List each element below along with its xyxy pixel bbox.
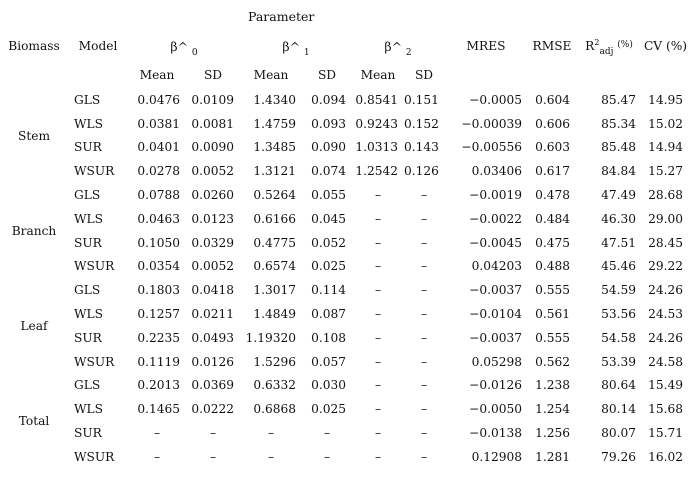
r2adj-cell: 80.14	[601, 402, 636, 417]
b0-sd-cell: 0.0052	[191, 164, 234, 179]
header-rmse: RMSE	[532, 39, 572, 53]
b2-mean-cell: 1.2542	[355, 164, 398, 179]
b0-sd-cell: 0.0126	[191, 354, 234, 369]
b2-sd-cell: 0.152	[404, 116, 439, 131]
b1-sd-cell: 0.025	[311, 402, 346, 417]
rmse-cell: 0.555	[535, 330, 570, 345]
b1-sd-cell: 0.087	[311, 307, 346, 322]
r2adj-cell: 85.34	[601, 116, 636, 131]
r2-subscript: adj	[599, 47, 614, 57]
b0-sd-cell: 0.0369	[191, 378, 234, 393]
table-row	[0, 255, 689, 279]
beta2-symbol: β^	[384, 38, 403, 54]
b2-sd-cell: –	[420, 378, 428, 393]
cv-cell: 24.26	[648, 330, 683, 345]
header-r2adj	[576, 30, 642, 62]
mres-cell: −0.00039	[461, 116, 522, 131]
b1-mean-cell: 1.4759	[253, 116, 296, 131]
cv-cell: 15.49	[648, 378, 683, 393]
b0-mean-cell: 0.2235	[137, 330, 180, 345]
b2-mean-cell: –	[374, 211, 382, 226]
b1-sd-cell: 0.090	[311, 140, 346, 155]
rmse-cell: 1.281	[535, 449, 570, 464]
cv-cell: 15.71	[648, 426, 683, 441]
b1-mean-cell: 1.4340	[253, 92, 296, 107]
model-cell: WSUR	[74, 449, 115, 464]
r2adj-cell: 80.07	[601, 426, 636, 441]
model-cell: GLS	[74, 92, 101, 107]
cv-cell: 15.27	[648, 164, 683, 179]
b2-sd-cell: 0.151	[404, 92, 439, 107]
b0-mean-cell: 0.0381	[137, 116, 180, 131]
r2adj-cell: 84.84	[601, 164, 636, 179]
table-row	[0, 278, 689, 302]
header-beta2	[352, 30, 444, 62]
b2-mean-cell: –	[374, 259, 382, 274]
b1-mean-cell: –	[267, 426, 275, 441]
b2-mean-cell: –	[374, 378, 382, 393]
b2-mean-cell: –	[374, 235, 382, 250]
table-row	[0, 302, 689, 326]
mres-cell: −0.0037	[469, 283, 522, 298]
b0-sd-cell: 0.0493	[191, 330, 234, 345]
r2adj-cell: 85.48	[601, 140, 636, 155]
b1-mean-cell: 1.4849	[253, 307, 296, 322]
header-cv: CV (%)	[643, 39, 688, 53]
mres-cell: −0.0126	[469, 378, 522, 393]
header-mres: MRES	[466, 39, 506, 53]
model-cell: SUR	[74, 426, 102, 441]
mres-cell: −0.0005	[469, 92, 522, 107]
model-cell: WLS	[74, 116, 103, 131]
b2-sd-cell: –	[420, 354, 428, 369]
b0-mean-cell: 0.0401	[137, 140, 180, 155]
rmse-cell: 0.488	[535, 259, 570, 274]
b2-mean-cell: –	[374, 330, 382, 345]
b0-sd-cell: 0.0260	[191, 188, 234, 203]
table-row	[0, 397, 689, 421]
b1-mean-cell: 0.6332	[253, 378, 296, 393]
parameter-title: Parameter	[248, 9, 315, 24]
b2-mean-cell: –	[374, 354, 382, 369]
cv-cell: 14.95	[648, 92, 683, 107]
b1-sd-cell: 0.093	[311, 116, 346, 131]
biomass-label: Stem	[17, 128, 51, 143]
b1-mean-cell: –	[267, 449, 275, 464]
cv-cell: 28.68	[648, 188, 683, 203]
cv-cell: 24.53	[648, 307, 683, 322]
b0-mean-cell: 0.0463	[137, 211, 180, 226]
b2-mean-cell: –	[374, 283, 382, 298]
b2-mean-cell: 0.8541	[355, 92, 398, 107]
b2-sd-cell: –	[420, 307, 428, 322]
mres-cell: −0.0104	[469, 307, 522, 322]
mres-cell: −0.00556	[461, 140, 522, 155]
b1-mean-cell: 1.3017	[253, 283, 296, 298]
b0-mean-cell: 0.0476	[137, 92, 180, 107]
rmse-cell: 0.604	[535, 92, 570, 107]
table-row	[0, 374, 689, 398]
b0-sd-cell: 0.0052	[191, 259, 234, 274]
b1-mean-cell: 0.4775	[253, 235, 296, 250]
b0-mean-cell: 0.0278	[137, 164, 180, 179]
cv-cell: 15.02	[648, 116, 683, 131]
b1-sd-cell: –	[323, 426, 331, 441]
b0-mean-cell: 0.1119	[137, 354, 180, 369]
table-row	[0, 421, 689, 445]
b1-sd-cell: 0.055	[311, 188, 346, 203]
mres-cell: 0.04203	[471, 259, 522, 274]
b1-sd-cell: 0.025	[311, 259, 346, 274]
b2-sd-cell: –	[420, 259, 428, 274]
b1-sd-cell: –	[323, 449, 331, 464]
header-b0-mean: Mean	[139, 68, 175, 82]
biomass-label: Branch	[11, 223, 57, 238]
b0-sd-cell: 0.0211	[191, 307, 234, 322]
table-row	[0, 112, 689, 136]
b1-mean-cell: 1.3121	[253, 164, 296, 179]
b1-sd-cell: 0.108	[311, 330, 346, 345]
b0-mean-cell: –	[153, 426, 161, 441]
header-model: Model	[78, 39, 118, 53]
header-beta0	[128, 30, 240, 62]
b0-sd-cell: 0.0090	[191, 140, 234, 155]
rmse-cell: 0.561	[535, 307, 570, 322]
model-cell: GLS	[74, 283, 101, 298]
model-cell: WLS	[74, 211, 103, 226]
b0-sd-cell: 0.0109	[191, 92, 234, 107]
table-row	[0, 159, 689, 183]
b2-sd-cell: –	[420, 426, 428, 441]
b2-sd-cell: –	[420, 235, 428, 250]
b0-mean-cell: 0.1257	[137, 307, 180, 322]
b1-sd-cell: 0.057	[311, 354, 346, 369]
biomass-label: Total	[18, 414, 50, 429]
r2adj-cell: 80.64	[601, 378, 636, 393]
table-row	[0, 350, 689, 374]
b0-mean-cell: 0.1803	[137, 283, 180, 298]
b0-mean-cell: 0.2013	[137, 378, 180, 393]
model-cell: WSUR	[74, 164, 115, 179]
header-row-1	[0, 30, 689, 62]
table-row	[0, 445, 689, 469]
b1-sd-cell: 0.052	[311, 235, 346, 250]
r2adj-cell: 54.59	[601, 283, 636, 298]
mres-cell: 0.03406	[471, 164, 522, 179]
r2adj-cell: 53.39	[601, 354, 636, 369]
rmse-cell: 0.484	[535, 211, 570, 226]
table-row	[0, 207, 689, 231]
b0-mean-cell: 0.0354	[137, 259, 180, 274]
b1-mean-cell: 0.6868	[253, 402, 296, 417]
r2adj-cell: 85.47	[601, 92, 636, 107]
header-b0-sd: SD	[203, 68, 223, 82]
rmse-cell: 0.475	[535, 235, 570, 250]
b2-mean-cell: –	[374, 188, 382, 203]
b0-sd-cell: 0.0418	[191, 283, 234, 298]
b0-sd-cell: –	[209, 426, 217, 441]
r2adj-cell: 47.51	[601, 235, 636, 250]
b2-sd-cell: –	[420, 283, 428, 298]
mres-cell: −0.0019	[469, 188, 522, 203]
b1-mean-cell: 0.6166	[253, 211, 296, 226]
cv-cell: 29.00	[648, 211, 683, 226]
table-row	[0, 88, 689, 112]
model-cell: SUR	[74, 330, 102, 345]
b1-sd-cell: 0.094	[311, 92, 346, 107]
b0-mean-cell: –	[153, 449, 161, 464]
rmse-cell: 0.606	[535, 116, 570, 131]
r2-superscript: 2	[594, 38, 600, 47]
b1-sd-cell: 0.114	[311, 283, 346, 298]
r2adj-cell: 47.49	[601, 188, 636, 203]
cv-cell: 24.26	[648, 283, 683, 298]
rmse-cell: 0.562	[535, 354, 570, 369]
mres-cell: −0.0037	[469, 330, 522, 345]
r2adj-cell: 46.30	[601, 211, 636, 226]
b2-mean-cell: 0.9243	[355, 116, 398, 131]
model-cell: WSUR	[74, 354, 115, 369]
b0-sd-cell: 0.0123	[191, 211, 234, 226]
mres-cell: −0.0138	[469, 426, 522, 441]
beta2-subscript: 2	[405, 47, 412, 58]
model-cell: WSUR	[74, 259, 115, 274]
beta1-symbol: β^	[282, 38, 301, 54]
b2-mean-cell: 1.0313	[355, 140, 398, 155]
header-b2-sd: SD	[414, 68, 434, 82]
results-table	[0, 30, 689, 469]
b2-sd-cell: 0.126	[404, 164, 439, 179]
r2adj-cell: 45.46	[601, 259, 636, 274]
mres-cell: 0.05298	[471, 354, 522, 369]
b1-mean-cell: 1.5296	[253, 354, 296, 369]
b1-sd-cell: 0.074	[311, 164, 346, 179]
b1-mean-cell: 0.6574	[253, 259, 296, 274]
model-cell: SUR	[74, 140, 102, 155]
rmse-cell: 1.256	[535, 426, 570, 441]
b0-mean-cell: 0.0788	[137, 188, 180, 203]
b0-mean-cell: 0.1050	[137, 235, 180, 250]
cv-cell: 16.02	[648, 449, 683, 464]
b1-mean-cell: 1.3485	[253, 140, 296, 155]
cv-cell: 14.94	[648, 140, 683, 155]
beta0-symbol: β^	[170, 38, 189, 54]
table-row	[0, 326, 689, 350]
rmse-cell: 1.254	[535, 402, 570, 417]
b2-mean-cell: –	[374, 307, 382, 322]
beta0-subscript: 0	[191, 47, 198, 58]
model-cell: WLS	[74, 402, 103, 417]
biomass-label: Leaf	[20, 318, 48, 333]
b1-mean-cell: 0.5264	[253, 188, 296, 203]
beta1-subscript: 1	[303, 47, 310, 58]
model-cell: GLS	[74, 378, 101, 393]
b2-sd-cell: –	[420, 330, 428, 345]
mres-cell: −0.0050	[469, 402, 522, 417]
mres-cell: −0.0022	[469, 211, 522, 226]
header-row-2	[0, 62, 689, 88]
b2-mean-cell: –	[374, 426, 382, 441]
r2-base: R	[585, 39, 595, 53]
b2-sd-cell: –	[420, 188, 428, 203]
cv-cell: 24.58	[648, 354, 683, 369]
b0-sd-cell: 0.0081	[191, 116, 234, 131]
b1-sd-cell: 0.030	[311, 378, 346, 393]
header-b1-sd: SD	[317, 68, 337, 82]
b2-mean-cell: –	[374, 402, 382, 417]
b2-sd-cell: –	[420, 402, 428, 417]
b0-mean-cell: 0.1465	[137, 402, 180, 417]
r2adj-cell: 79.26	[601, 449, 636, 464]
b2-mean-cell: –	[374, 449, 382, 464]
r2adj-cell: 53.56	[601, 307, 636, 322]
cv-cell: 28.45	[648, 235, 683, 250]
b2-sd-cell: 0.143	[404, 140, 439, 155]
r2-unit: (%)	[617, 40, 633, 50]
table-row	[0, 183, 689, 207]
mres-cell: −0.0045	[469, 235, 522, 250]
rmse-cell: 0.617	[535, 164, 570, 179]
rmse-cell: 0.478	[535, 188, 570, 203]
model-cell: GLS	[74, 188, 101, 203]
rmse-cell: 1.238	[535, 378, 570, 393]
header-b1-mean: Mean	[253, 68, 289, 82]
model-cell: SUR	[74, 235, 102, 250]
b1-mean-cell: 1.19320	[245, 330, 296, 345]
model-cell: WLS	[74, 307, 103, 322]
cv-cell: 29.22	[648, 259, 683, 274]
b0-sd-cell: 0.0222	[191, 402, 234, 417]
b2-sd-cell: –	[420, 211, 428, 226]
rmse-cell: 0.603	[535, 140, 570, 155]
b0-sd-cell: –	[209, 449, 217, 464]
b1-sd-cell: 0.045	[311, 211, 346, 226]
b2-sd-cell: –	[420, 449, 428, 464]
rmse-cell: 0.555	[535, 283, 570, 298]
cv-cell: 15.68	[648, 402, 683, 417]
table-row	[0, 136, 689, 160]
table-row	[0, 231, 689, 255]
mres-cell: 0.12908	[471, 449, 522, 464]
header-beta1	[240, 30, 352, 62]
b0-sd-cell: 0.0329	[191, 235, 234, 250]
header-b2-mean: Mean	[360, 68, 396, 82]
table-body	[0, 88, 689, 469]
header-biomass: Biomass	[8, 39, 60, 53]
r2adj-cell: 54.58	[601, 330, 636, 345]
